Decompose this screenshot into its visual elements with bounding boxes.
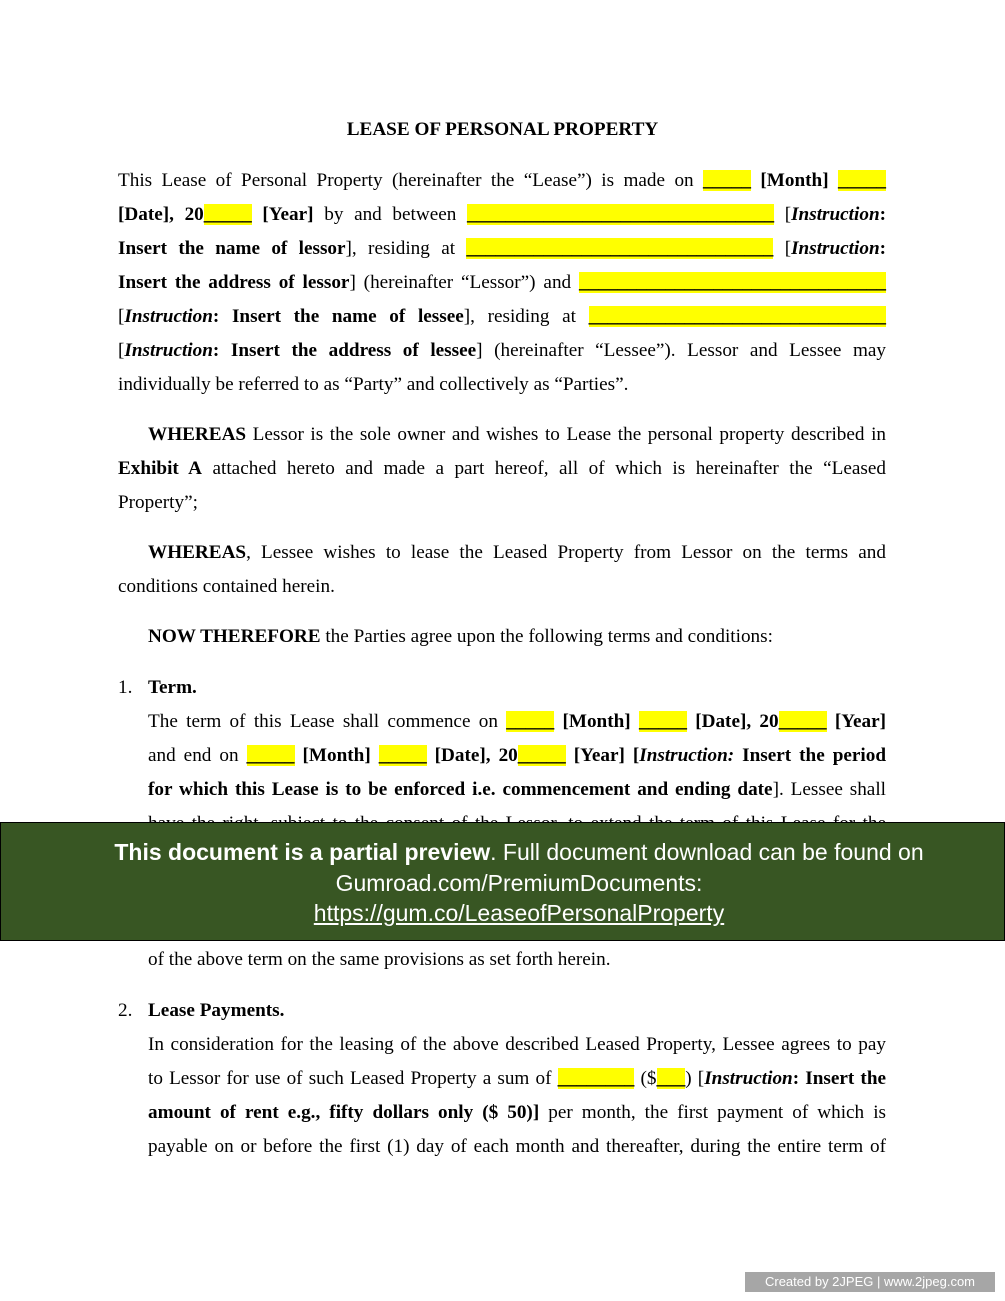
section-1-number: 1. <box>118 677 133 698</box>
whereas-paragraph-2 <box>118 536 886 604</box>
text-line <box>148 739 886 773</box>
text-run: by and between <box>313 204 468 225</box>
text-run: : Insert the address of lessee <box>212 340 477 361</box>
text-line <box>118 300 886 334</box>
text-run: amount of rent e.g., fifty dollars only ($ 50)] <box>148 1102 540 1123</box>
text-run: [Date], 20 <box>434 745 518 766</box>
banner-line-1-rest: . Full document download can be found on <box>490 839 924 865</box>
section-1-tail <box>148 943 886 977</box>
section-2-body <box>148 1028 886 1164</box>
blank-field: _____ <box>517 745 566 766</box>
preview-banner <box>0 822 1005 941</box>
text-run: NOW THEREFORE <box>148 626 321 647</box>
text-line <box>148 943 886 977</box>
text-run: attached hereto and made a part hereof, all of which is hereinafter the “Leased <box>202 458 886 479</box>
text-line <box>148 773 886 807</box>
text-line <box>118 334 886 368</box>
text-run: to Lessor for use of such Leased Property a sum of <box>148 1068 558 1089</box>
blank-field: ________________________________ <box>466 238 774 259</box>
text-run <box>566 745 574 766</box>
section-2-number: 2. <box>118 1000 133 1021</box>
text-run: Instruction: <box>639 745 735 766</box>
text-run <box>631 711 639 732</box>
text-line <box>148 705 886 739</box>
text-run: and end on <box>148 745 247 766</box>
text-run: : <box>879 238 887 259</box>
text-run: [Date], 20 <box>695 711 779 732</box>
text-run: [Year] [ <box>573 745 640 766</box>
now-therefore-paragraph <box>118 620 886 654</box>
text-run: Insert the address of lessor <box>118 272 350 293</box>
text-run: [Month] <box>760 170 829 191</box>
text-run: [Month] <box>302 745 371 766</box>
text-run: WHEREAS <box>148 542 247 563</box>
text-run: [ <box>118 340 125 361</box>
text-run: ($ <box>634 1068 657 1089</box>
text-run: Lessor is the sole owner and wishes to Lease the personal property described in <box>246 424 886 445</box>
text-run: [Year] <box>834 711 887 732</box>
text-run: Instruction <box>124 340 213 361</box>
text-line <box>118 570 886 604</box>
text-line <box>118 266 886 300</box>
text-run: Property”; <box>118 492 198 513</box>
text-run: [Date], 20 <box>118 204 204 225</box>
banner-bold-text: This document is a partial preview <box>114 839 491 865</box>
text-line <box>118 418 886 452</box>
text-line <box>118 164 886 198</box>
section-1-body <box>148 705 886 841</box>
text-run <box>295 745 303 766</box>
text-run: ]. Lessee shall <box>772 779 886 800</box>
blank-field: ________________________________ <box>467 204 775 225</box>
text-run: ] (hereinafter “Lessee”). Lessor and Lessee may <box>476 340 886 361</box>
blank-field: _____ <box>506 711 555 732</box>
text-line <box>148 1130 886 1164</box>
text-run: per month, the first payment of which is <box>539 1102 886 1123</box>
text-run <box>827 711 835 732</box>
blank-field: _______________________________ <box>588 306 886 327</box>
text-run: In consideration for the leasing of the above described Leased Property, Lessee agrees to pay <box>148 1034 886 1055</box>
blank-field: ________________________________ <box>578 272 886 293</box>
watermark-badge: Created by 2JPEG | www.2jpeg.com <box>745 1272 995 1292</box>
text-run: This Lease of Personal Property (hereinafter the “Lease”) is made on <box>118 170 704 191</box>
text-run: Insert the period <box>734 745 887 766</box>
text-run: Insert the name of lessor <box>118 238 346 259</box>
blank-field: _____ <box>246 745 295 766</box>
text-line <box>118 452 886 486</box>
section-1-heading: Term. <box>148 677 197 698</box>
blank-field: _____ <box>203 204 252 225</box>
text-line <box>118 486 886 520</box>
text-line <box>148 1096 886 1130</box>
text-run: The term of this Lease shall commence on <box>148 711 507 732</box>
blank-field: _____ <box>778 711 827 732</box>
text-run: for which this Lease is to be enforced i.e. commencement and ending date <box>148 779 773 800</box>
text-run: payable on or before the first (1) day of each month and thereafter, during the entire term of <box>148 1136 886 1157</box>
text-line <box>118 368 886 402</box>
text-run: ) [ <box>685 1068 705 1089</box>
text-run: individually be referred to as “Party” and collectively as “Parties”. <box>118 374 629 395</box>
text-line <box>148 1062 886 1096</box>
blank-field: _____ <box>638 711 687 732</box>
text-run <box>687 711 695 732</box>
text-line <box>118 198 886 232</box>
text-line <box>118 232 886 266</box>
text-run: Instruction <box>791 238 880 259</box>
text-run: Exhibit A <box>118 458 203 479</box>
banner-line-1 <box>34 837 1004 868</box>
text-run <box>252 204 263 225</box>
text-line <box>148 1028 886 1062</box>
text-run <box>751 170 760 191</box>
blank-field: ________ <box>557 1068 635 1089</box>
text-run: WHEREAS <box>148 424 247 445</box>
blank-field: _____ <box>378 745 427 766</box>
text-run <box>829 170 838 191</box>
text-run: : Insert the name of lessee <box>212 306 464 327</box>
text-run: [Month] <box>562 711 631 732</box>
text-run: of the above term on the same provisions as set forth herein. <box>148 949 611 970</box>
text-run <box>427 745 435 766</box>
banner-line-2: Gumroad.com/PremiumDocuments: <box>335 869 703 896</box>
text-run: [ <box>773 238 792 259</box>
text-run: [ <box>118 306 125 327</box>
text-run <box>371 745 379 766</box>
text-line <box>118 620 886 654</box>
blank-field: _____ <box>838 170 886 191</box>
text-run: [ <box>774 204 792 225</box>
text-run: Instruction <box>704 1068 793 1089</box>
text-run: , Lessee wishes to lease the Leased Property from Lessor on the terms and <box>246 542 886 563</box>
intro-paragraph <box>118 164 886 402</box>
document-title: LEASE OF PERSONAL PROPERTY <box>346 119 659 140</box>
text-run: ], residing at <box>345 238 467 259</box>
download-link[interactable]: https://gum.co/LeaseofPersonalProperty <box>313 900 725 926</box>
text-run: ], residing at <box>463 306 589 327</box>
text-run: : Insert the <box>792 1068 887 1089</box>
text-run: the Parties agree upon the following terms and conditions: <box>320 626 773 647</box>
text-run: : <box>879 204 887 225</box>
text-run: ] (hereinafter “Lessor”) and <box>349 272 579 293</box>
whereas-paragraph-1 <box>118 418 886 520</box>
text-run: [Year] <box>262 204 314 225</box>
text-run: conditions contained herein. <box>118 576 335 597</box>
blank-field: ___ <box>656 1068 686 1089</box>
text-run: Instruction <box>791 204 880 225</box>
section-2-heading: Lease Payments. <box>148 1000 285 1021</box>
text-run: Instruction <box>124 306 213 327</box>
blank-field: _____ <box>703 170 751 191</box>
text-line <box>118 536 886 570</box>
